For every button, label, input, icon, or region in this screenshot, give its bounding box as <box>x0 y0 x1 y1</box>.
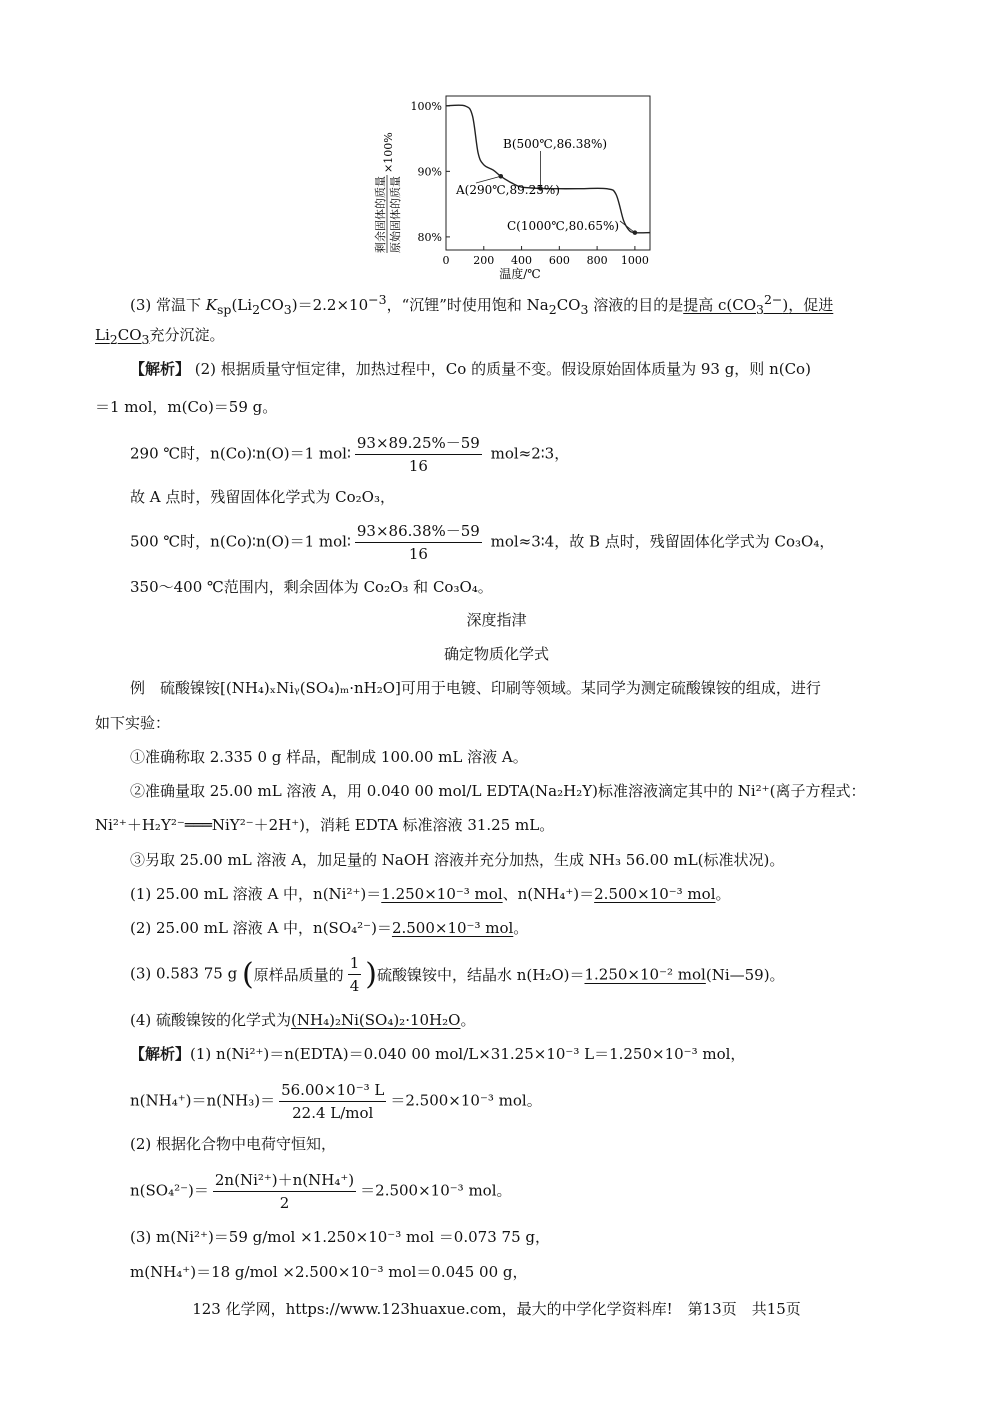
fraction <box>348 953 362 996</box>
q3-text: CO <box>117 326 142 344</box>
sub: 2 <box>109 332 118 347</box>
q-text: 。 <box>715 885 731 903</box>
example-q2 <box>130 918 528 938</box>
x-tick-label: 400 <box>511 254 533 267</box>
example-step2-cont: Ni²⁺＋H₂Y²⁻═══NiY²⁻＋2H⁺)，消耗 EDTA 标准溶液 31.25 mL。 <box>95 816 555 834</box>
y-tick-label: 90% <box>417 165 442 179</box>
q-text: (3) 0.583 75 g <box>130 964 242 983</box>
analysis-tag: 【解析】 <box>130 1045 191 1063</box>
analysis2-line5: (3) m(Ni²⁺)＝59 g/mol ×1.250×10⁻³ mol ＝0.073 75 g， <box>130 1228 550 1246</box>
point-label-a: A(290℃,89.25%) <box>456 183 560 197</box>
x-tick-label: 800 <box>586 254 608 267</box>
section-title: 深度指津 <box>466 611 527 629</box>
analysis1-line1 <box>130 359 811 379</box>
example-step3: ③另取 25.00 mL 溶液 A，加足量的 NaOH 溶液并充分加热，生成 NH₃ 56.00 mL(标准状况)。 <box>130 851 785 869</box>
fraction-numerator: 2n(Ni²⁺)＋n(NH₄⁺) <box>213 1170 356 1192</box>
analysis1-line4: 故 A 点时，残留固体化学式为 Co₂O₃， <box>130 488 395 506</box>
ylabel-denominator: 原始固体的质量 <box>389 176 402 253</box>
q3-text: (Li <box>231 296 253 314</box>
q-text: 。 <box>513 919 529 937</box>
q3-answer-tail: ) <box>782 296 789 314</box>
q-text: 原样品质量的 <box>253 966 344 984</box>
analysis-tag: 【解析】 <box>130 360 191 378</box>
sub: 3 <box>141 332 150 347</box>
fraction <box>213 1170 356 1213</box>
fraction-denominator: 4 <box>349 977 360 995</box>
fraction-numerator: 93×89.25%－59 <box>355 433 482 455</box>
fraction-denominator: 2 <box>279 1194 290 1212</box>
q3-text: Li <box>95 326 110 344</box>
analysis-text: mol≈3∶4，故 B 点时，残留固体化学式为 Co₃O₄， <box>485 532 835 551</box>
ylabel-suffix: ×100% <box>382 132 395 173</box>
q-text: (Ni—59)。 <box>705 966 785 984</box>
q3-text: ，“沉锂”时使用饱和 Na <box>386 296 549 314</box>
page-footer: 123 化学网，https://www.123huaxue.com，最大的中学化学资料库! 第13页 共15页 <box>192 1300 801 1318</box>
question-3-line1 <box>130 290 833 320</box>
sup: 2− <box>763 292 783 307</box>
q-text: 、n(NH₄⁺)＝ <box>502 885 595 903</box>
x-tick-label: 200 <box>473 254 495 267</box>
y-tick-label: 80% <box>417 230 442 244</box>
analysis-text: (1) n(Ni²⁺)＝n(EDTA)＝0.040 00 mol/L×31.25×10⁻³ L＝1.250×10⁻³ mol， <box>190 1045 746 1063</box>
x-tick-label: 600 <box>548 254 570 267</box>
leader-a <box>476 176 501 183</box>
x-tick-label: 1000 <box>620 254 649 267</box>
fraction-denominator: 16 <box>408 545 428 563</box>
analysis2-line2 <box>130 1080 542 1123</box>
q3-text: CO <box>260 296 284 314</box>
sub: 3 <box>283 302 292 317</box>
thermogravimetric-chart <box>370 88 670 283</box>
q3-text: )＝2.2×10 <box>291 296 369 314</box>
analysis-text: n(NH₄⁺)＝n(NH₃)＝ <box>130 1091 276 1110</box>
sub: 2 <box>548 302 557 317</box>
q3-text: CO <box>556 296 581 314</box>
q3-answer: 1.250×10⁻² mol <box>584 965 706 984</box>
analysis1-line6: 350～400 ℃范围内，剩余固体为 Co₂O₃ 和 Co₃O₄。 <box>130 578 493 596</box>
sub: 3 <box>580 302 589 317</box>
point-label-c: C(1000℃,80.65%) <box>507 219 620 233</box>
analysis-text: (2) 根据质量守恒定律，加热过程中，Co 的质量不变。假设原始固体质量为 93 g，则 n(Co) <box>190 360 811 378</box>
mass-curve <box>446 105 650 233</box>
q-text: (1) 25.00 mL 溶液 A 中，n(Ni²⁺)＝ <box>130 885 382 903</box>
example-line1: 例 硫酸镍铵[(NH₄)ₓNiᵧ(SO₄)ₘ·nH₂O]可用于电镀、印刷等领域。某同学为测定硫酸镍铵的组成，进行 <box>130 679 821 697</box>
q1-answer-nh4: 2.500×10⁻³ mol <box>594 885 716 903</box>
ksp-symbol: K <box>205 296 218 314</box>
fraction <box>279 1080 386 1123</box>
x-axis-label: 温度/℃ <box>499 267 541 281</box>
q2-answer: 2.500×10⁻³ mol <box>391 919 514 937</box>
question-3-line2 <box>95 325 224 350</box>
example-line2: 如下实验： <box>95 714 171 732</box>
example-step2: ②准确量取 25.00 mL 溶液 A，用 0.040 00 mol/L EDTA(Na₂H₂Y)标准溶液滴定其中的 Ni²⁺(离子方程式： <box>130 782 866 800</box>
q3-answer-text: 提高 c(CO <box>683 296 757 314</box>
y-tick-label: 100% <box>410 99 442 113</box>
analysis2-line4 <box>130 1170 512 1213</box>
right-paren: ) <box>365 957 377 992</box>
q3-exp: −3 <box>368 292 387 307</box>
q1-answer-ni: 1.250×10⁻³ mol <box>381 885 503 903</box>
example-q3 <box>130 953 785 996</box>
analysis1-line3 <box>130 433 569 476</box>
leader-c <box>620 221 635 233</box>
example-step1: ①准确称取 2.335 0 g 样品，配制成 100.00 mL 溶液 A。 <box>130 748 528 766</box>
fraction <box>355 433 482 476</box>
analysis2-line1 <box>130 1044 745 1064</box>
analysis-text: mol≈2∶3， <box>485 444 570 463</box>
analysis2-line3: (2) 根据化合物中电荷守恒知， <box>130 1135 337 1153</box>
analysis-text: ＝2.500×10⁻³ mol。 <box>360 1181 512 1200</box>
x-tick-label: 0 <box>442 254 450 267</box>
ksp-sub: sp <box>217 302 232 317</box>
q3-text: 溶液的目的是 <box>588 296 684 314</box>
q3-answer <box>683 292 834 317</box>
fraction <box>355 521 482 564</box>
analysis2-line6: m(NH₄⁺)＝18 g/mol ×2.500×10⁻³ mol＝0.045 00 g， <box>130 1263 528 1281</box>
point-label-b: B(500℃,86.38%) <box>503 137 608 151</box>
fraction-numerator: 93×86.38%－59 <box>355 521 482 543</box>
fraction-denominator: 16 <box>408 457 428 475</box>
y-axis-label <box>373 132 402 253</box>
fraction-numerator: 56.00×10⁻³ L <box>279 1080 386 1102</box>
analysis-text: 500 ℃时，n(Co)∶n(O)＝1 mol∶ <box>130 532 351 551</box>
analysis-text: 290 ℃时，n(Co)∶n(O)＝1 mol∶ <box>130 444 351 463</box>
analysis1-line5 <box>130 521 834 564</box>
analysis1-line2: ＝1 mol，m(Co)＝59 g。 <box>95 398 278 416</box>
sub: 3 <box>756 302 764 317</box>
q4-answer: (NH₄)₂Ni(SO₄)₂·10H₂O <box>291 1011 461 1029</box>
analysis-text: ＝2.500×10⁻³ mol。 <box>390 1091 542 1110</box>
q3-text: 充分沉淀。 <box>149 326 225 344</box>
left-paren: ( <box>241 957 254 992</box>
ylabel-numerator: 剩余固体的质量 <box>374 176 387 253</box>
fraction-denominator: 22.4 L/mol <box>292 1104 374 1122</box>
q3-tail: ，促进 <box>788 296 834 314</box>
q-text: (4) 硫酸镍铵的化学式为 <box>130 1011 292 1029</box>
analysis-text: n(SO₄²⁻)＝ <box>130 1181 209 1200</box>
section-subtitle: 确定物质化学式 <box>443 645 549 663</box>
q-text: 。 <box>460 1011 476 1029</box>
fraction-numerator: 1 <box>348 953 362 975</box>
example-q4 <box>130 1010 475 1030</box>
q-text: 硫酸镍铵中，结晶水 n(H₂O)＝ <box>376 966 585 984</box>
sub: 2 <box>252 302 261 317</box>
q-text: (2) 25.00 mL 溶液 A 中，n(SO₄²⁻)＝ <box>130 919 392 937</box>
q3-prefix: (3) 常温下 <box>130 296 206 314</box>
example-q1 <box>130 884 731 904</box>
